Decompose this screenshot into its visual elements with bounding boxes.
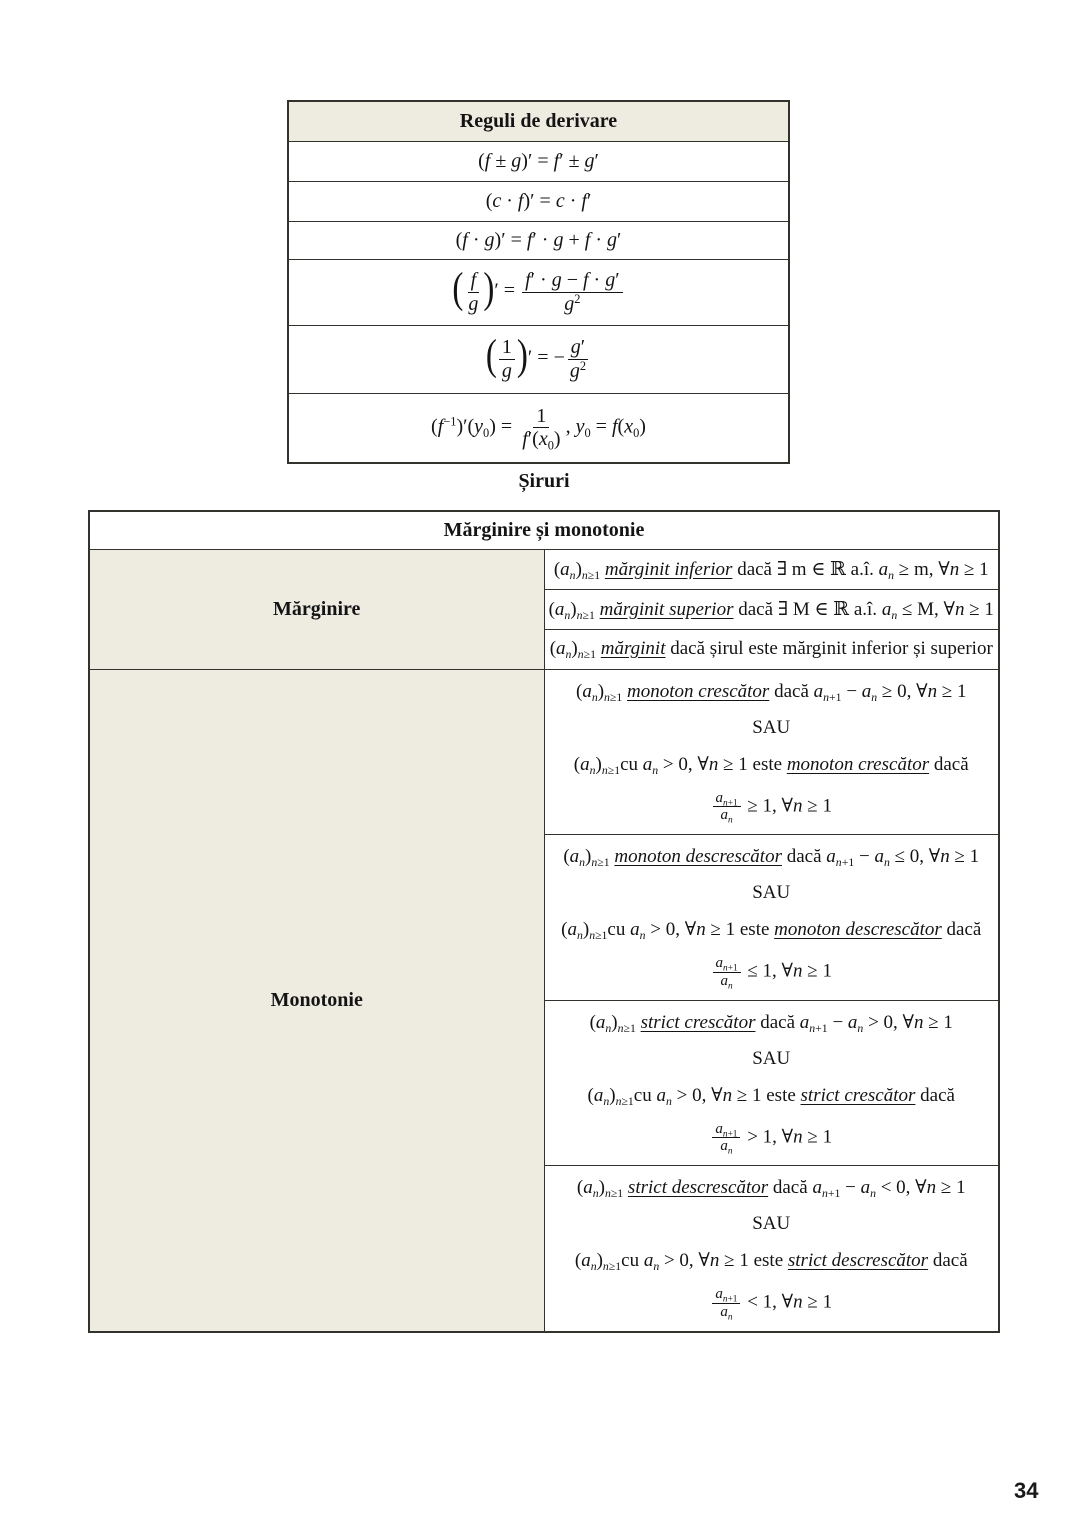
monotonie-line: $(a_n)_{n\ge 1}$ strict descrescător dacă $a_{n+1} - a_n < 0$, ∀n ≥ 1 [576, 1177, 966, 1201]
derivation-rules-table [287, 100, 790, 464]
monotonie-block-strict-crescator [544, 1000, 999, 1166]
monotonie-line: $\frac{a_{n+1}}{a_n}$ > 1, ∀n ≥ 1 [545, 1114, 999, 1163]
rule-inverse-function: $(f^{-1})'(y_0)$ = $\frac{1}{f'(x_0)}$ , $y_0 = f(x_0)$ [288, 393, 789, 463]
sau-separator: SAU [752, 1213, 791, 1235]
monotonie-line: $\frac{a_{n+1}}{a_n}$ < 1, ∀n ≥ 1 [545, 1279, 999, 1328]
monotonie-line: $(a_n)_{n\ge 1}cu$ $a_n > 0$, ∀n ≥ 1 este strict descrescător dacă [574, 1250, 968, 1274]
monotonie-line: $\frac{a_{n+1}}{a_n}$ ≥ 1, ∀n ≥ 1 [545, 783, 999, 832]
derivation-table-title: Reguli de derivare [288, 101, 789, 141]
monotonie-block-crescator [544, 669, 999, 835]
marginire-label: Mărginire [89, 549, 544, 669]
rule-reciprocal: ( $\frac{1}{g}$ )′ = − $\frac{g'}{g^2}$ [288, 325, 789, 393]
monotonie-block-descrescator [544, 835, 999, 1001]
monotonie-line: $(a_n)_{n\ge 1}$ monoton crescător dacă $a_{n+1} - a_n \ge 0$, ∀n ≥ 1 [575, 680, 967, 704]
marginire-row-marginit: $(a_n)_{n\ge 1}$ mărginit dacă șirul este mărginit inferior și superior [544, 629, 999, 669]
sau-separator: SAU [752, 882, 791, 904]
rule-product: (f · g)′ = f′ · g + f · g′ [288, 221, 789, 259]
monotonie-block-strict-descrescator [544, 1166, 999, 1332]
monotonie-line: $(a_n)_{n\ge 1}$ strict crescător dacă $a_{n+1} - a_n > 0$, ∀n ≥ 1 [589, 1011, 953, 1035]
siruri-heading: Șiruri [518, 470, 570, 492]
monotonie-line: $(a_n)_{n\ge 1}cu$ $a_n > 0$, ∀n ≥ 1 este monoton descrescător dacă [561, 919, 982, 943]
monotonie-line: $(a_n)_{n\ge 1}cu$ $a_n > 0$, ∀n ≥ 1 este monoton crescător dacă [573, 753, 969, 777]
rule-constant-multiple: (c · f)′ = c · f′ [288, 181, 789, 221]
monotonie-line: $(a_n)_{n\ge 1}$ monoton descrescător dacă $a_{n+1} - a_n \le 0$, ∀n ≥ 1 [563, 846, 980, 870]
sequences-table-title: Mărginire și monotonie [89, 511, 999, 549]
marginire-row-inferior: $(a_n)_{n\ge 1}$ mărginit inferior dacă ∃ m ∈ ℝ a.î. $a_n \ge m$, ∀n ≥ 1 [544, 549, 999, 589]
sau-separator: SAU [752, 1047, 791, 1069]
monotonie-line: $\frac{a_{n+1}}{a_n}$ ≤ 1, ∀n ≥ 1 [545, 948, 999, 997]
page-number: 34 [1014, 1478, 1039, 1503]
sequences-table [88, 510, 1000, 1333]
sau-separator: SAU [752, 716, 791, 738]
marginire-row-superior: $(a_n)_{n\ge 1}$ mărginit superior dacă ∃ M ∈ ℝ a.î. $a_n \le M$, ∀n ≥ 1 [544, 589, 999, 629]
monotonie-line: $(a_n)_{n\ge 1}cu$ $a_n > 0$, ∀n ≥ 1 este strict crescător dacă [587, 1084, 955, 1108]
monotonie-label: Monotonie [89, 669, 544, 1332]
rule-sum-difference: (f ± g)′ = f′ ± g′ [288, 141, 789, 181]
rule-quotient: ( $\frac{f}{g}$ )′ = $\frac{f' \cdot g - f \cdot g'}{g^2}$ [288, 259, 789, 325]
